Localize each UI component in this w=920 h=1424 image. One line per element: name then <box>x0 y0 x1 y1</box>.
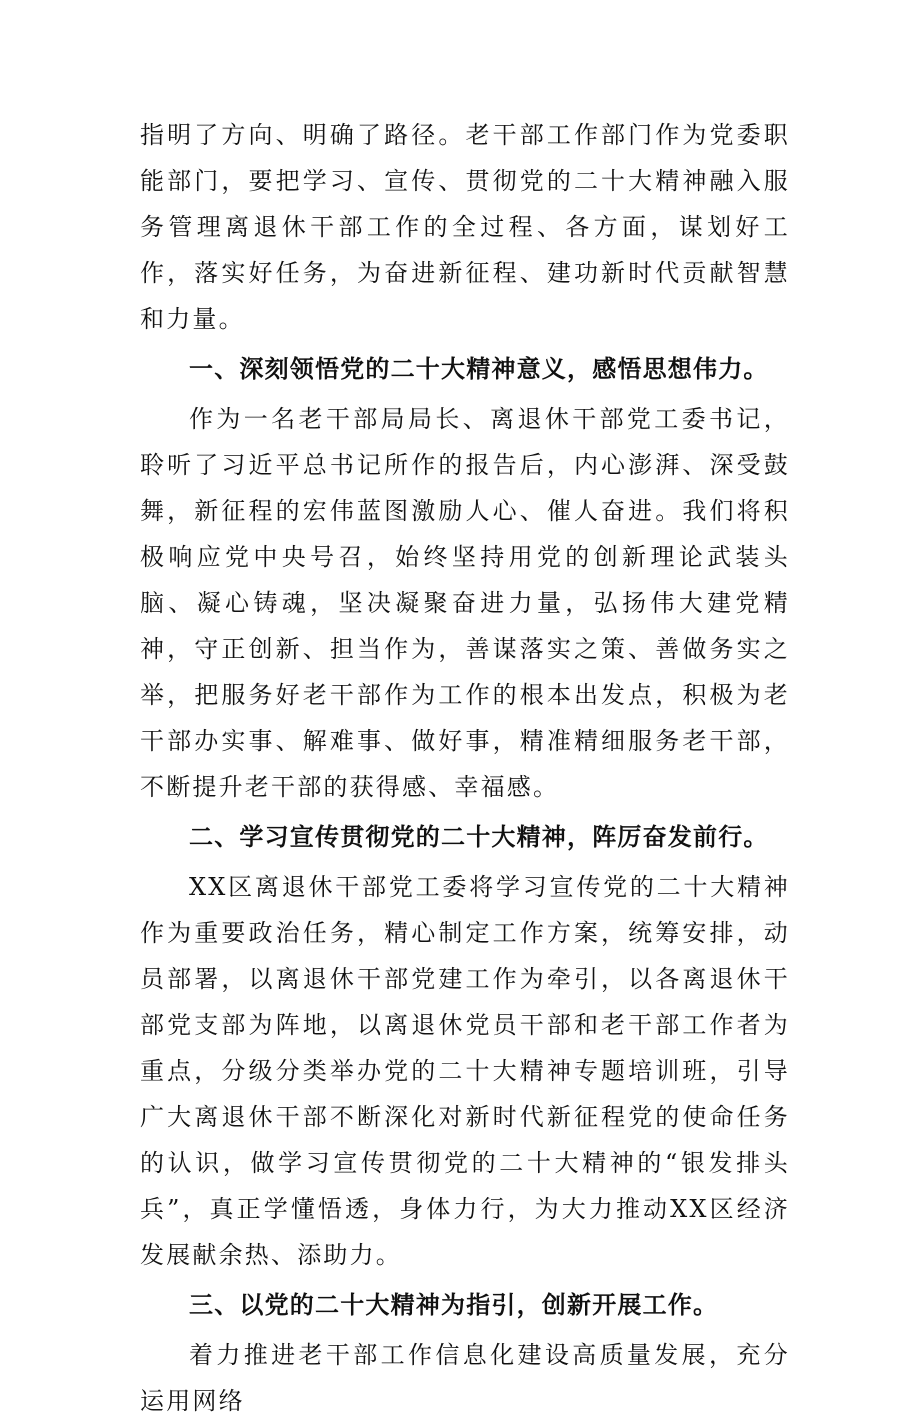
paragraph-section-1: 作为一名老干部局局长、离退休干部党工委书记，聆听了习近平总书记所作的报告后，内心澎湃、深受鼓舞，新征程的宏伟蓝图激励人心、催人奋进。我们将积极响应党中央号召，始终坚持用党的创新理论武装头脑、凝心铸魂，坚决凝聚奋进力量，弘扬伟大建党精神，守正创新、担当作为，善谋落实之策、善做务实之举，把服务好老干部作为工作的根本出发点，积极为老干部办实事、解难事、做好事，精准精细服务老干部，不断提升老干部的获得感、幸福感。 <box>140 405 790 801</box>
paragraph-section-2: XX区离退休干部党工委将学习宣传党的二十大精神作为重要政治任务，精心制定工作方案，统筹安排，动员部署，以离退休干部党建工作为牵引，以各离退休干部党支部为阵地，以离退休党员干部和老干部工作者为重点，分级分类举办党的二十大精神专题培训班，引导广大离退休干部不断深化对新时代新征程党的使命任务的认识，做学习宣传贯彻党的二十大精神的“银发排头兵”，真正学懂悟透，身体力行，为大力推动XX区经济发展献余热、添助力。 <box>140 873 790 1269</box>
section-heading-2: 二、学习宣传贯彻党的二十大精神，阵厉奋发前行。 <box>189 823 769 851</box>
paragraph-section-3: 着力推进老干部工作信息化建设高质量发展，充分运用网络 <box>140 1341 790 1415</box>
document-body <box>140 112 790 1424</box>
paragraph-intro-continuation: 指明了方向、明确了路径。老干部工作部门作为党委职能部门，要把学习、宣传、贯彻党的二十大精神融入服务管理离退休干部工作的全过程、各方面，谋划好工作，落实好任务，为奋进新征程、建功新时代贡献智慧和力量。 <box>140 121 790 333</box>
section-heading-3: 三、以党的二十大精神为指引，创新开展工作。 <box>189 1291 719 1319</box>
section-heading-1: 一、深刻领悟党的二十大精神意义，感悟思想伟力。 <box>189 355 769 383</box>
